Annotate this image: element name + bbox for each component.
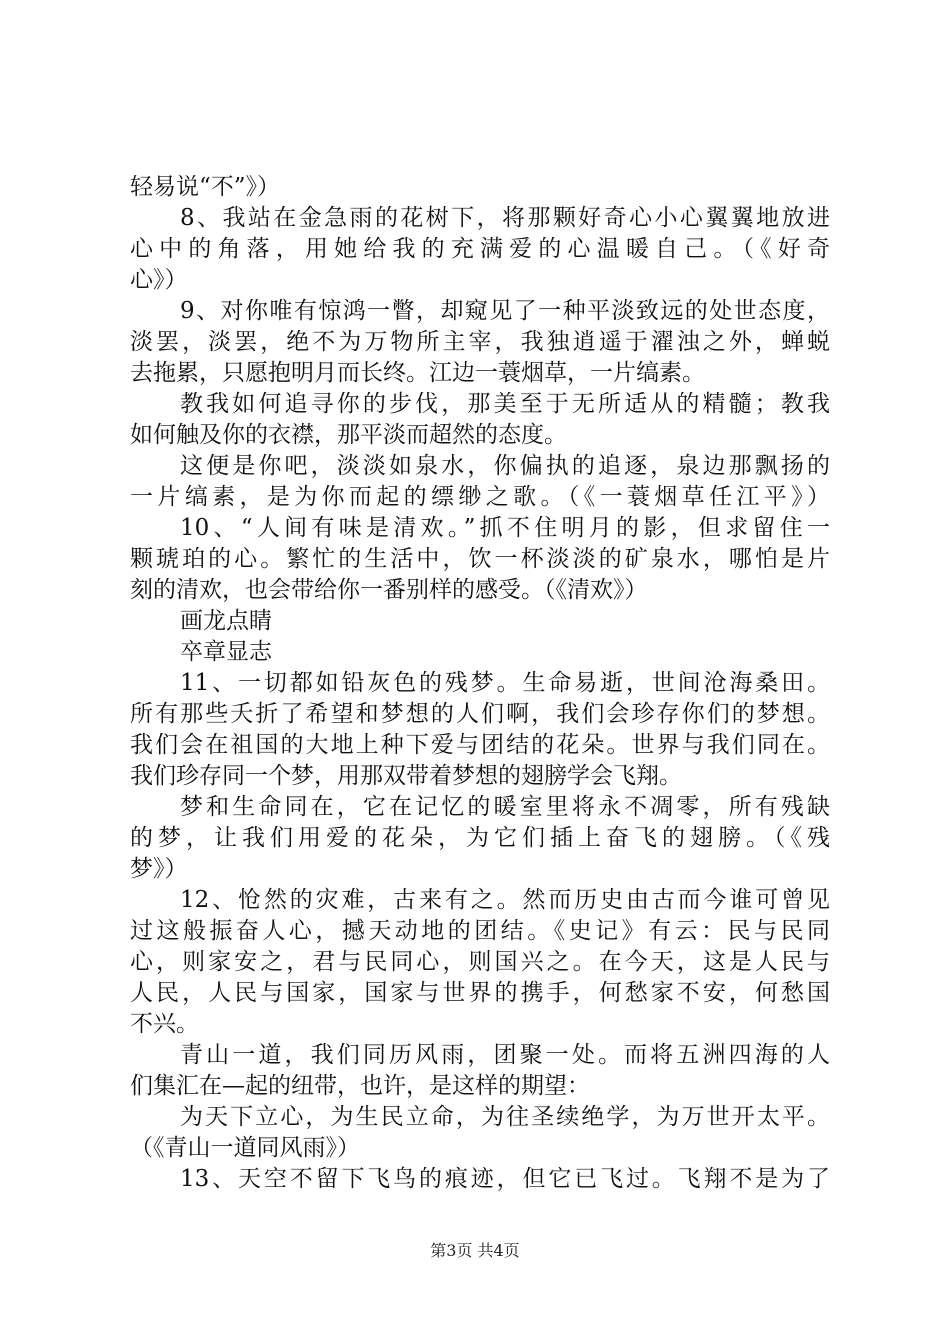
text-line: （《青山一道同风雨》） [130, 1135, 360, 1161]
text-line: 淡罢，淡罢，绝不为万物所主宰，我独逍遥于濯浊之外，蝉蜕 [130, 329, 830, 355]
text-line: 10、“人间有味是清欢。”抓不住明月的影，但求留住一 [180, 515, 830, 541]
page-footer: 第3页 共4页 [430, 1241, 520, 1260]
text-line: 心》） [130, 267, 188, 293]
text-line: 我们会在祖国的大地上种下爱与团结的花朵。世界与我们同在。 [130, 732, 830, 758]
text-line: 画龙点睛 [180, 608, 272, 634]
text-line: 心中的角落，用她给我的充满爱的心温暖自己。（《好奇 [130, 236, 830, 262]
text-line: 们集汇在—起的纽带，也许，是这样的期望： [130, 1073, 590, 1099]
text-line: 的梦，让我们用爱的花朵，为它们插上奋飞的翅膀。（《残 [130, 825, 830, 851]
text-line: 刻的清欢，也会带给你一番别样的感受。（《清欢》） [130, 577, 648, 603]
text-line: 去拖累，只愿抱明月而长终。江边一蓑烟草，一片缟素。 [130, 360, 705, 386]
text-line: 卒章显志 [180, 639, 272, 665]
text-line: 颗琥珀的心。繁忙的生活中，饮一杯淡淡的矿泉水，哪怕是片 [130, 546, 830, 572]
text-line: 11、一切都如铅灰色的残梦。生命易逝，世间沧海桑田。 [180, 670, 830, 696]
text-line: 心，则家安之，君与民同心，则国兴之。在今天，这是人民与 [130, 949, 830, 975]
text-line: 我们珍存同一个梦，用那双带着梦想的翅膀学会飞翔。 [130, 763, 682, 789]
text-line: 梦》） [130, 856, 188, 882]
text-line: 梦和生命同在，它在记忆的暖室里将永不凋零，所有残缺 [180, 794, 830, 820]
text-line: 为天下立心，为生民立命，为往圣续绝学，为万世开太平。 [180, 1104, 830, 1130]
text-line: 人民，人民与国家，国家与世界的携手，何愁家不安，何愁国 [130, 980, 830, 1006]
text-line: 13、天空不留下飞鸟的痕迹，但它已飞过。飞翔不是为了 [180, 1166, 830, 1192]
text-line: 所有那些夭折了希望和梦想的人们啊，我们会珍存你们的梦想。 [130, 701, 830, 727]
text-line: 教我如何追寻你的步伐，那美至于无所适从的精髓；教我 [180, 391, 830, 417]
document-body [130, 172, 830, 1195]
text-line: 轻易说“不”》） [130, 174, 281, 200]
text-line: 12、怆然的灾难，古来有之。然而历史由古而今谁可曾见 [180, 887, 830, 913]
text-line: 青山一道，我们同历风雨，团聚一处。而将五洲四海的人 [180, 1042, 830, 1068]
text-line: 一片缟素，是为你而起的缥缈之歌。（《一蓑烟草任江平》） [130, 484, 830, 510]
text-line: 如何触及你的衣襟，那平淡而超然的态度。 [130, 422, 567, 448]
text-line: 8、我站在金急雨的花树下，将那颗好奇心小心翼翼地放进 [180, 205, 830, 231]
text-line: 9、对你唯有惊鸿一瞥，却窥见了一种平淡致远的处世态度， [180, 298, 830, 324]
text-line: 过这般振奋人心，撼天动地的团结。《史记》有云：民与民同 [130, 918, 830, 944]
text-line: 不兴。 [130, 1011, 199, 1037]
text-line: 这便是你吧，淡淡如泉水，你偏执的追逐，泉边那飘扬的 [180, 453, 830, 479]
